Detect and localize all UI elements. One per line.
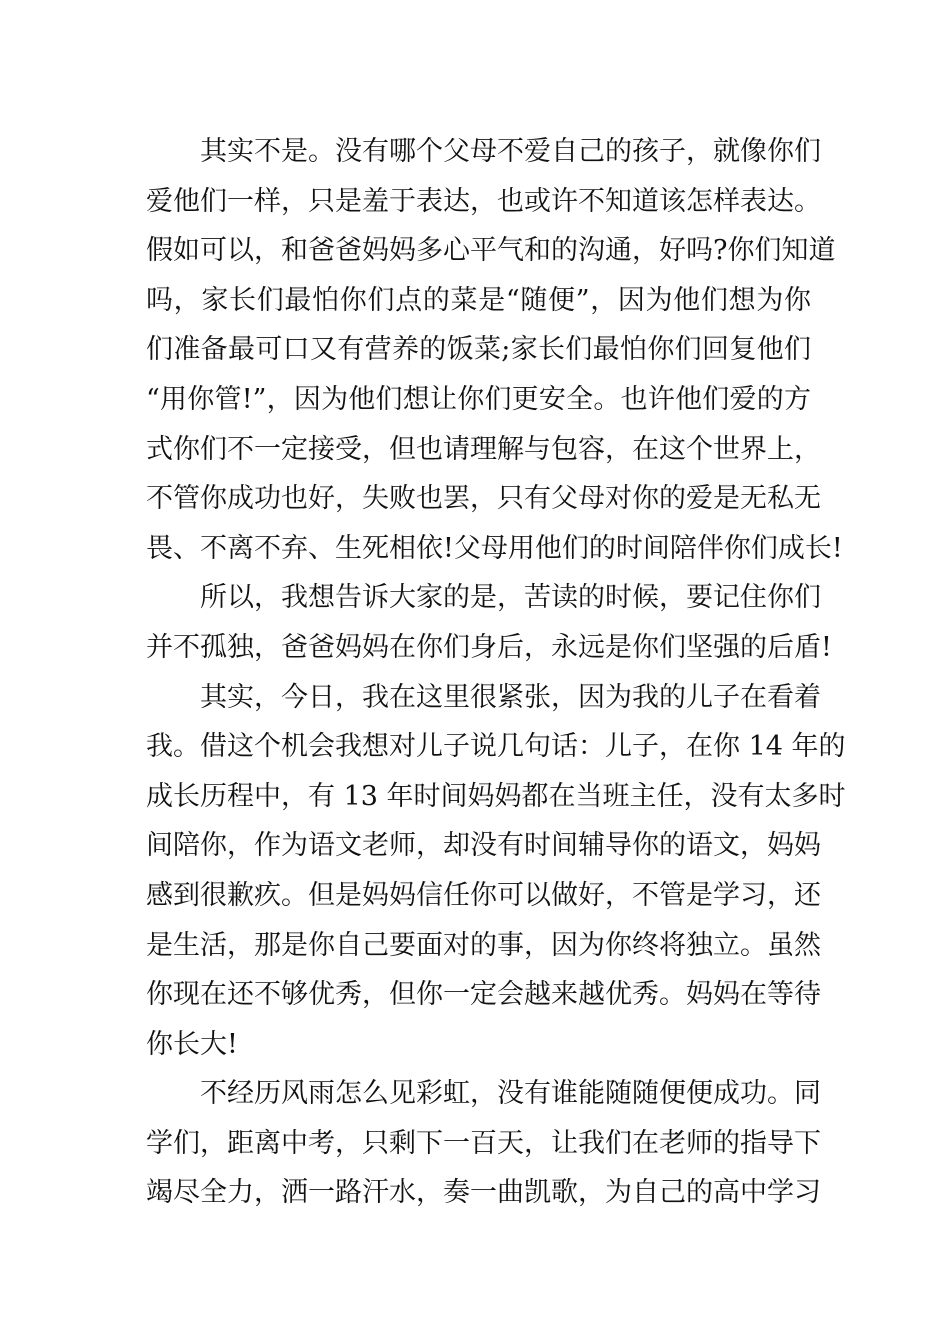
paragraph-line: 我。借这个机会我想对儿子说几句话：儿子，在你 14 年的 <box>146 731 846 763</box>
paragraph-line: 你长大! <box>146 1028 238 1060</box>
paragraph-line: 畏、不离不弃、生死相依!父母用他们的时间陪伴你们成长! <box>146 532 843 564</box>
paragraph-line: 不经历风雨怎么见彩虹，没有谁能随随便便成功。同 <box>200 1078 821 1110</box>
paragraph-line: 感到很歉疚。但是妈妈信任你可以做好，不管是学习，还 <box>146 879 821 911</box>
body-text <box>146 127 846 1218</box>
paragraph-line: 吗，家长们最怕你们点的菜是“随便”，因为他们想为你 <box>146 284 811 316</box>
paragraph-line: 所以，我想告诉大家的是，苦读的时候，要记住你们 <box>200 582 821 614</box>
paragraph-line: 爱他们一样，只是羞于表达，也或许不知道该怎样表达。 <box>146 185 821 217</box>
paragraph-line: 学们，距离中考，只剩下一百天，让我们在老师的指导下 <box>146 1127 821 1159</box>
paragraph-line: 假如可以，和爸爸妈妈多心平气和的沟通，好吗?你们知道 <box>146 235 836 267</box>
paragraph-line: 不管你成功也好，失败也罢，只有父母对你的爱是无私无 <box>146 483 821 515</box>
paragraph-line: 其实，今日，我在这里很紧张，因为我的儿子在看着 <box>200 681 821 713</box>
paragraph-line: 式你们不一定接受，但也请理解与包容，在这个世界上， <box>146 433 821 465</box>
paragraph-line: 成长历程中，有 13 年时间妈妈都在当班主任，没有太多时 <box>146 780 846 812</box>
paragraph-line: 间陪你，作为语文老师，却没有时间辅导你的语文，妈妈 <box>146 830 821 862</box>
paragraph-line: “用你管!”，因为他们想让你们更安全。也许他们爱的方 <box>146 383 811 415</box>
paragraph-line: 并不孤独，爸爸妈妈在你们身后，永远是你们坚强的后盾! <box>146 631 832 663</box>
paragraph-line: 你现在还不够优秀，但你一定会越来越优秀。妈妈在等待 <box>146 979 821 1011</box>
paragraph-line: 们准备最可口又有营养的饭菜;家长们最怕你们回复他们 <box>146 334 811 366</box>
paragraph-line: 竭尽全力，洒一路汗水，奏一曲凯歌，为自己的高中学习 <box>146 1177 821 1209</box>
paragraph-line: 其实不是。没有哪个父母不爱自己的孩子，就像你们 <box>200 136 821 167</box>
paragraph-line: 是生活，那是你自己要面对的事，因为你终将独立。虽然 <box>146 929 821 961</box>
